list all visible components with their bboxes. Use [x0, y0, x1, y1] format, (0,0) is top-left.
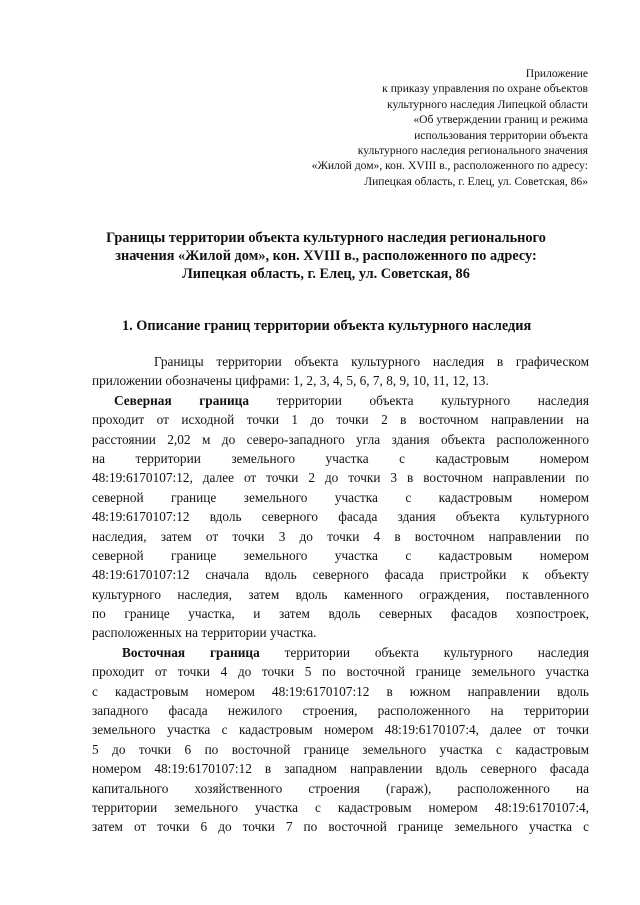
- intro-line: Границы территории объекта культурного наследия в графическом: [154, 354, 589, 369]
- east-border-label: Восточная граница: [122, 644, 260, 660]
- east-border-first-line: [92, 643, 589, 662]
- appendix-line: «Об утверждении границ и режима: [413, 113, 588, 127]
- east-border-line: 5 до точки 6 по восточной границе земельного участка с кадастровым: [92, 741, 589, 757]
- appendix-line: культурного наследия регионального значения: [357, 144, 588, 158]
- east-border-line: затем от точки 6 до точки 7 по восточной границе земельного участка с: [92, 819, 589, 835]
- body-text: [92, 352, 589, 837]
- title-line: значения «Жилой дом», кон. XVIII в., расположенного по адресу:: [115, 247, 537, 264]
- north-border-line: на территории земельного участка с кадастровым номером: [92, 450, 589, 466]
- north-border-line: 48:19:6170107:12, далее от точки 2 до точки 3 в восточном направлении по: [92, 470, 589, 486]
- intro-line: приложении обозначены цифрами: 1, 2, 3, 4, 5, 6, 7, 8, 9, 10, 11, 12, 13.: [92, 373, 489, 389]
- appendix-block: [240, 66, 588, 189]
- east-border-line: территории земельного участка с кадастровым номером 48:19:6170107:4,: [92, 799, 589, 815]
- appendix-line: Липецкая область, г. Елец, ул. Советская, 86»: [364, 174, 588, 188]
- north-border-line: расстоянии 2,02 м до северо-западного угла здания объекта расположенного: [92, 431, 589, 447]
- title-line: Границы территории объекта культурного наследия регионального: [106, 230, 546, 246]
- north-border-first-line: [92, 391, 589, 410]
- east-border-line: проходит от точки 4 до точки 5 по восточной границе земельного участка: [92, 664, 589, 680]
- north-border-line: проходит от исходной точки 1 до точки 2 в восточном направлении на: [92, 412, 589, 428]
- document-title: [60, 230, 592, 283]
- appendix-line: культурного наследия Липецкой области: [387, 97, 588, 111]
- north-border-label: Северная граница: [114, 392, 249, 408]
- east-border-line: земельного участка с кадастровым номером 48:19:6170107:4, далее от точки: [92, 722, 589, 738]
- north-border-line: 48:19:6170107:12 вдоль северного фасада здания объекта культурного: [92, 509, 589, 525]
- east-border-line: западного фасада нежилого строения, расположенного на территории: [92, 703, 589, 719]
- north-border-line: расположенных на территории участка.: [92, 625, 317, 641]
- section-heading: 1. Описание границ территории объекта культурного наследия: [122, 318, 532, 334]
- appendix-line: использования территории объекта: [414, 128, 588, 142]
- east-border-line: капитального хозяйственного строения (гараж), расположенного на: [92, 780, 589, 796]
- north-border-line: северной границе земельного участка с кадастровым номером: [92, 547, 589, 563]
- appendix-line: Приложение: [525, 67, 588, 80]
- north-border-line: культурного наследия, затем вдоль каменного ограждения, поставленного: [92, 586, 589, 602]
- appendix-line: «Жилой дом», кон. XVIII в., расположенного по адресу:: [311, 159, 588, 173]
- north-border-line: 48:19:6170107:12 сначала вдоль северного фасада пристройки к объекту: [92, 567, 589, 583]
- north-border-line: северной границе земельного участка с кадастровым номером: [92, 489, 589, 505]
- north-border-first-text: территории объекта культурного наследия: [248, 392, 590, 408]
- title-line: Липецкая область, г. Елец, ул. Советская, 86: [182, 265, 470, 282]
- east-border-first-text: территории объекта культурного наследия: [259, 644, 589, 660]
- appendix-line: к приказу управления по охране объектов: [382, 82, 588, 96]
- east-border-line: с кадастровым номером 48:19:6170107:12 в южном направлении вдоль: [92, 683, 589, 699]
- east-border-line: номером 48:19:6170107:12 в западном направлении вдоль северного фасада: [92, 761, 589, 777]
- north-border-line: наследия, затем от точки 3 до точки 4 в восточном направлении по: [92, 528, 589, 544]
- north-border-line: по границе участка, и затем вдоль северных фасадов хозпостроек,: [92, 606, 589, 622]
